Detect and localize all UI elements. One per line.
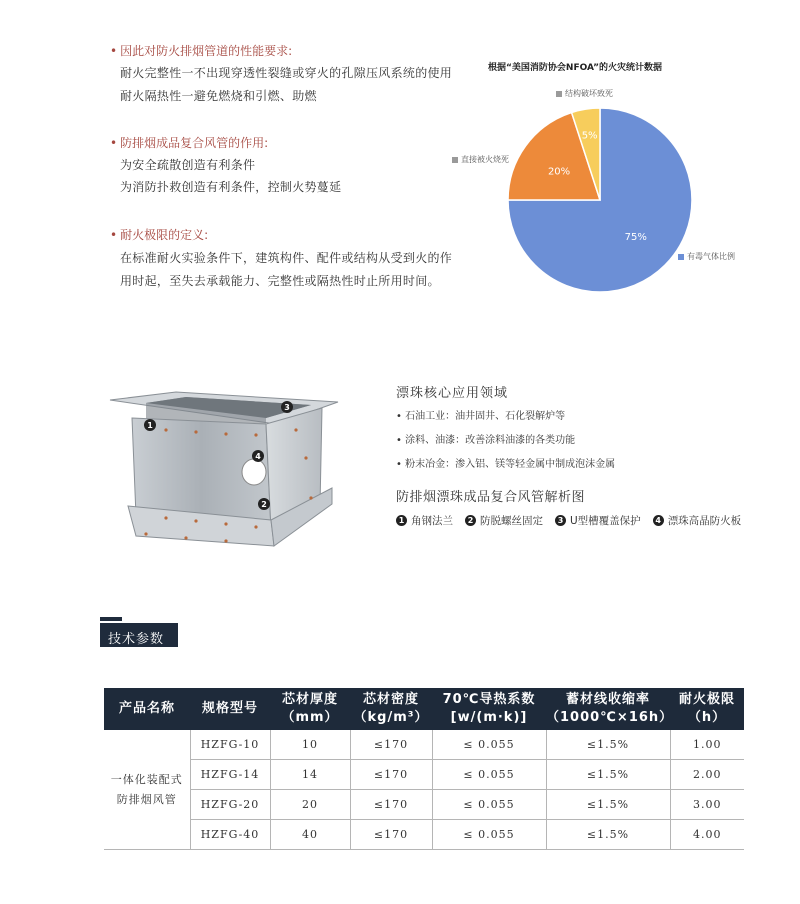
- column-header: 芯材厚度 （mm）: [270, 688, 350, 730]
- table-cell: ≤170: [350, 760, 432, 790]
- column-header: 规格型号: [190, 688, 270, 730]
- part-item: [555, 513, 641, 528]
- legend-swatch: [452, 157, 458, 163]
- duct-hole: [242, 459, 266, 485]
- section-line: 耐火完整性一不出现穿透性裂缝或穿火的孔隙压风系统的使用: [120, 66, 453, 80]
- table-cell: ≤170: [350, 790, 432, 820]
- table-cell: 20: [270, 790, 350, 820]
- bullet-dot: •: [110, 136, 118, 150]
- part-label: 漂珠高晶防火板: [667, 515, 742, 527]
- applications-title: 漂珠核心应用领域: [396, 386, 509, 401]
- part-item: [396, 513, 453, 528]
- pie-slice-label: 75%: [624, 231, 647, 243]
- section-line: 耐火隔热性一避免燃烧和引燃、助燃: [120, 89, 317, 103]
- application-item-text: 石油工业：油井固井、石化裂解炉等: [405, 411, 566, 422]
- svg-text:1: 1: [147, 421, 153, 430]
- table-cell: 10: [270, 730, 350, 760]
- table-cell: HZFG-20: [190, 790, 270, 820]
- spec-table: [104, 688, 744, 850]
- column-header: 芯材密度 （kg/m³）: [350, 688, 432, 730]
- table-cell: HZFG-10: [190, 730, 270, 760]
- section-heading-definition: [110, 226, 208, 243]
- table-row: [104, 760, 744, 790]
- marker-3: [281, 401, 293, 413]
- product-name-cell: 一体化装配式 防排烟风管: [104, 730, 190, 850]
- application-item: • 粉末冶金：渗入铝、镁等轻金属中制成泡沫金属: [396, 459, 616, 470]
- column-header: 70℃导热系数 [w/(m·k)]: [432, 688, 546, 730]
- table-cell: ≤ 0.055: [432, 790, 546, 820]
- table-cell: ≤1.5%: [546, 760, 670, 790]
- table-cell: ≤ 0.055: [432, 820, 546, 850]
- section-line: 用时起，至失去承载能力、完整性或隔热性时止所用时间。: [120, 274, 440, 288]
- analysis-title: 防排烟漂珠成品复合风管解析图: [396, 490, 586, 505]
- column-header: 产品名称: [104, 688, 190, 730]
- legend-swatch: [556, 91, 562, 97]
- column-header: 耐火极限 （h）: [670, 688, 744, 730]
- tech-header-title: 技术参数: [108, 632, 165, 647]
- table-cell: ≤1.5%: [546, 820, 670, 850]
- table-cell: HZFG-40: [190, 820, 270, 850]
- part-number-badge: 2: [465, 515, 476, 526]
- marker-2: [258, 498, 270, 510]
- svg-text:2: 2: [261, 500, 267, 509]
- application-item: • 石油工业：油井固井、石化裂解炉等: [396, 411, 566, 422]
- part-label: 防脱螺丝固定: [480, 515, 543, 527]
- table-header-row: [104, 688, 744, 730]
- part-item: [653, 513, 742, 528]
- marker-1: [144, 419, 156, 431]
- table-cell: 14: [270, 760, 350, 790]
- section-heading-function: [110, 134, 268, 151]
- tech-header-accent: [100, 617, 122, 621]
- table-cell: 40: [270, 820, 350, 850]
- table-cell: 2.00: [670, 760, 744, 790]
- application-item-text: 粉末冶金：渗入铝、镁等轻金属中制成泡沫金属: [405, 459, 616, 470]
- part-label: U型槽覆盖保护: [570, 515, 641, 527]
- chart-title: 根据“美国消防协会NFOA”的火灾统计数据: [488, 63, 663, 73]
- legend-label: 有毒气体比例: [687, 252, 735, 261]
- section-line: 为消防扑救创造有利条件，控制火势蔓延: [120, 180, 342, 194]
- table-row: [104, 820, 744, 850]
- table-cell: 4.00: [670, 820, 744, 850]
- table-row: [104, 790, 744, 820]
- section-line: 为安全疏散创造有利条件: [120, 158, 256, 172]
- part-item: [465, 513, 543, 528]
- section-heading-text: 因此对防火排烟管道的性能要求:: [120, 44, 293, 58]
- application-item: • 涂料、油漆：改善涂料油漆的各类功能: [396, 435, 576, 446]
- section-heading-text: 防排烟成品复合风管的作用:: [120, 136, 269, 150]
- application-item-text: 涂料、油漆：改善涂料油漆的各类功能: [405, 435, 576, 446]
- duct-product-image: [106, 388, 346, 553]
- section-heading-performance: [110, 42, 292, 59]
- analysis-parts: [396, 513, 753, 528]
- pie-chart: [500, 100, 700, 300]
- svg-text:3: 3: [284, 403, 290, 412]
- marker-4: [252, 450, 264, 462]
- part-number-badge: 3: [555, 515, 566, 526]
- legend-entry: [556, 88, 613, 99]
- table-cell: ≤170: [350, 820, 432, 850]
- part-number-badge: 1: [396, 515, 407, 526]
- legend-label: 结构破坏致死: [565, 89, 613, 98]
- part-number-badge: 4: [653, 515, 664, 526]
- table-cell: HZFG-14: [190, 760, 270, 790]
- section-line: 在标准耐火实验条件下，建筑构件、配件或结构从受到火的作: [120, 251, 453, 265]
- svg-text:4: 4: [255, 452, 261, 461]
- pie-slice-label: 20%: [547, 166, 571, 178]
- table-row: [104, 730, 744, 760]
- bullet-dot: •: [110, 228, 118, 242]
- table-cell: 3.00: [670, 790, 744, 820]
- table-cell: ≤ 0.055: [432, 730, 546, 760]
- pie-slice-label: 5%: [581, 130, 598, 142]
- table-cell: ≤1.5%: [546, 790, 670, 820]
- legend-label: 直接被火烧死: [461, 155, 509, 164]
- column-header: 蓄材线收缩率 （1000℃×16h）: [546, 688, 670, 730]
- section-heading-text: 耐火极限的定义:: [120, 228, 209, 242]
- table-cell: ≤170: [350, 730, 432, 760]
- bullet-dot: •: [110, 44, 118, 58]
- table-cell: 1.00: [670, 730, 744, 760]
- table-cell: ≤ 0.055: [432, 760, 546, 790]
- table-cell: ≤1.5%: [546, 730, 670, 760]
- part-label: 角钢法兰: [411, 515, 453, 527]
